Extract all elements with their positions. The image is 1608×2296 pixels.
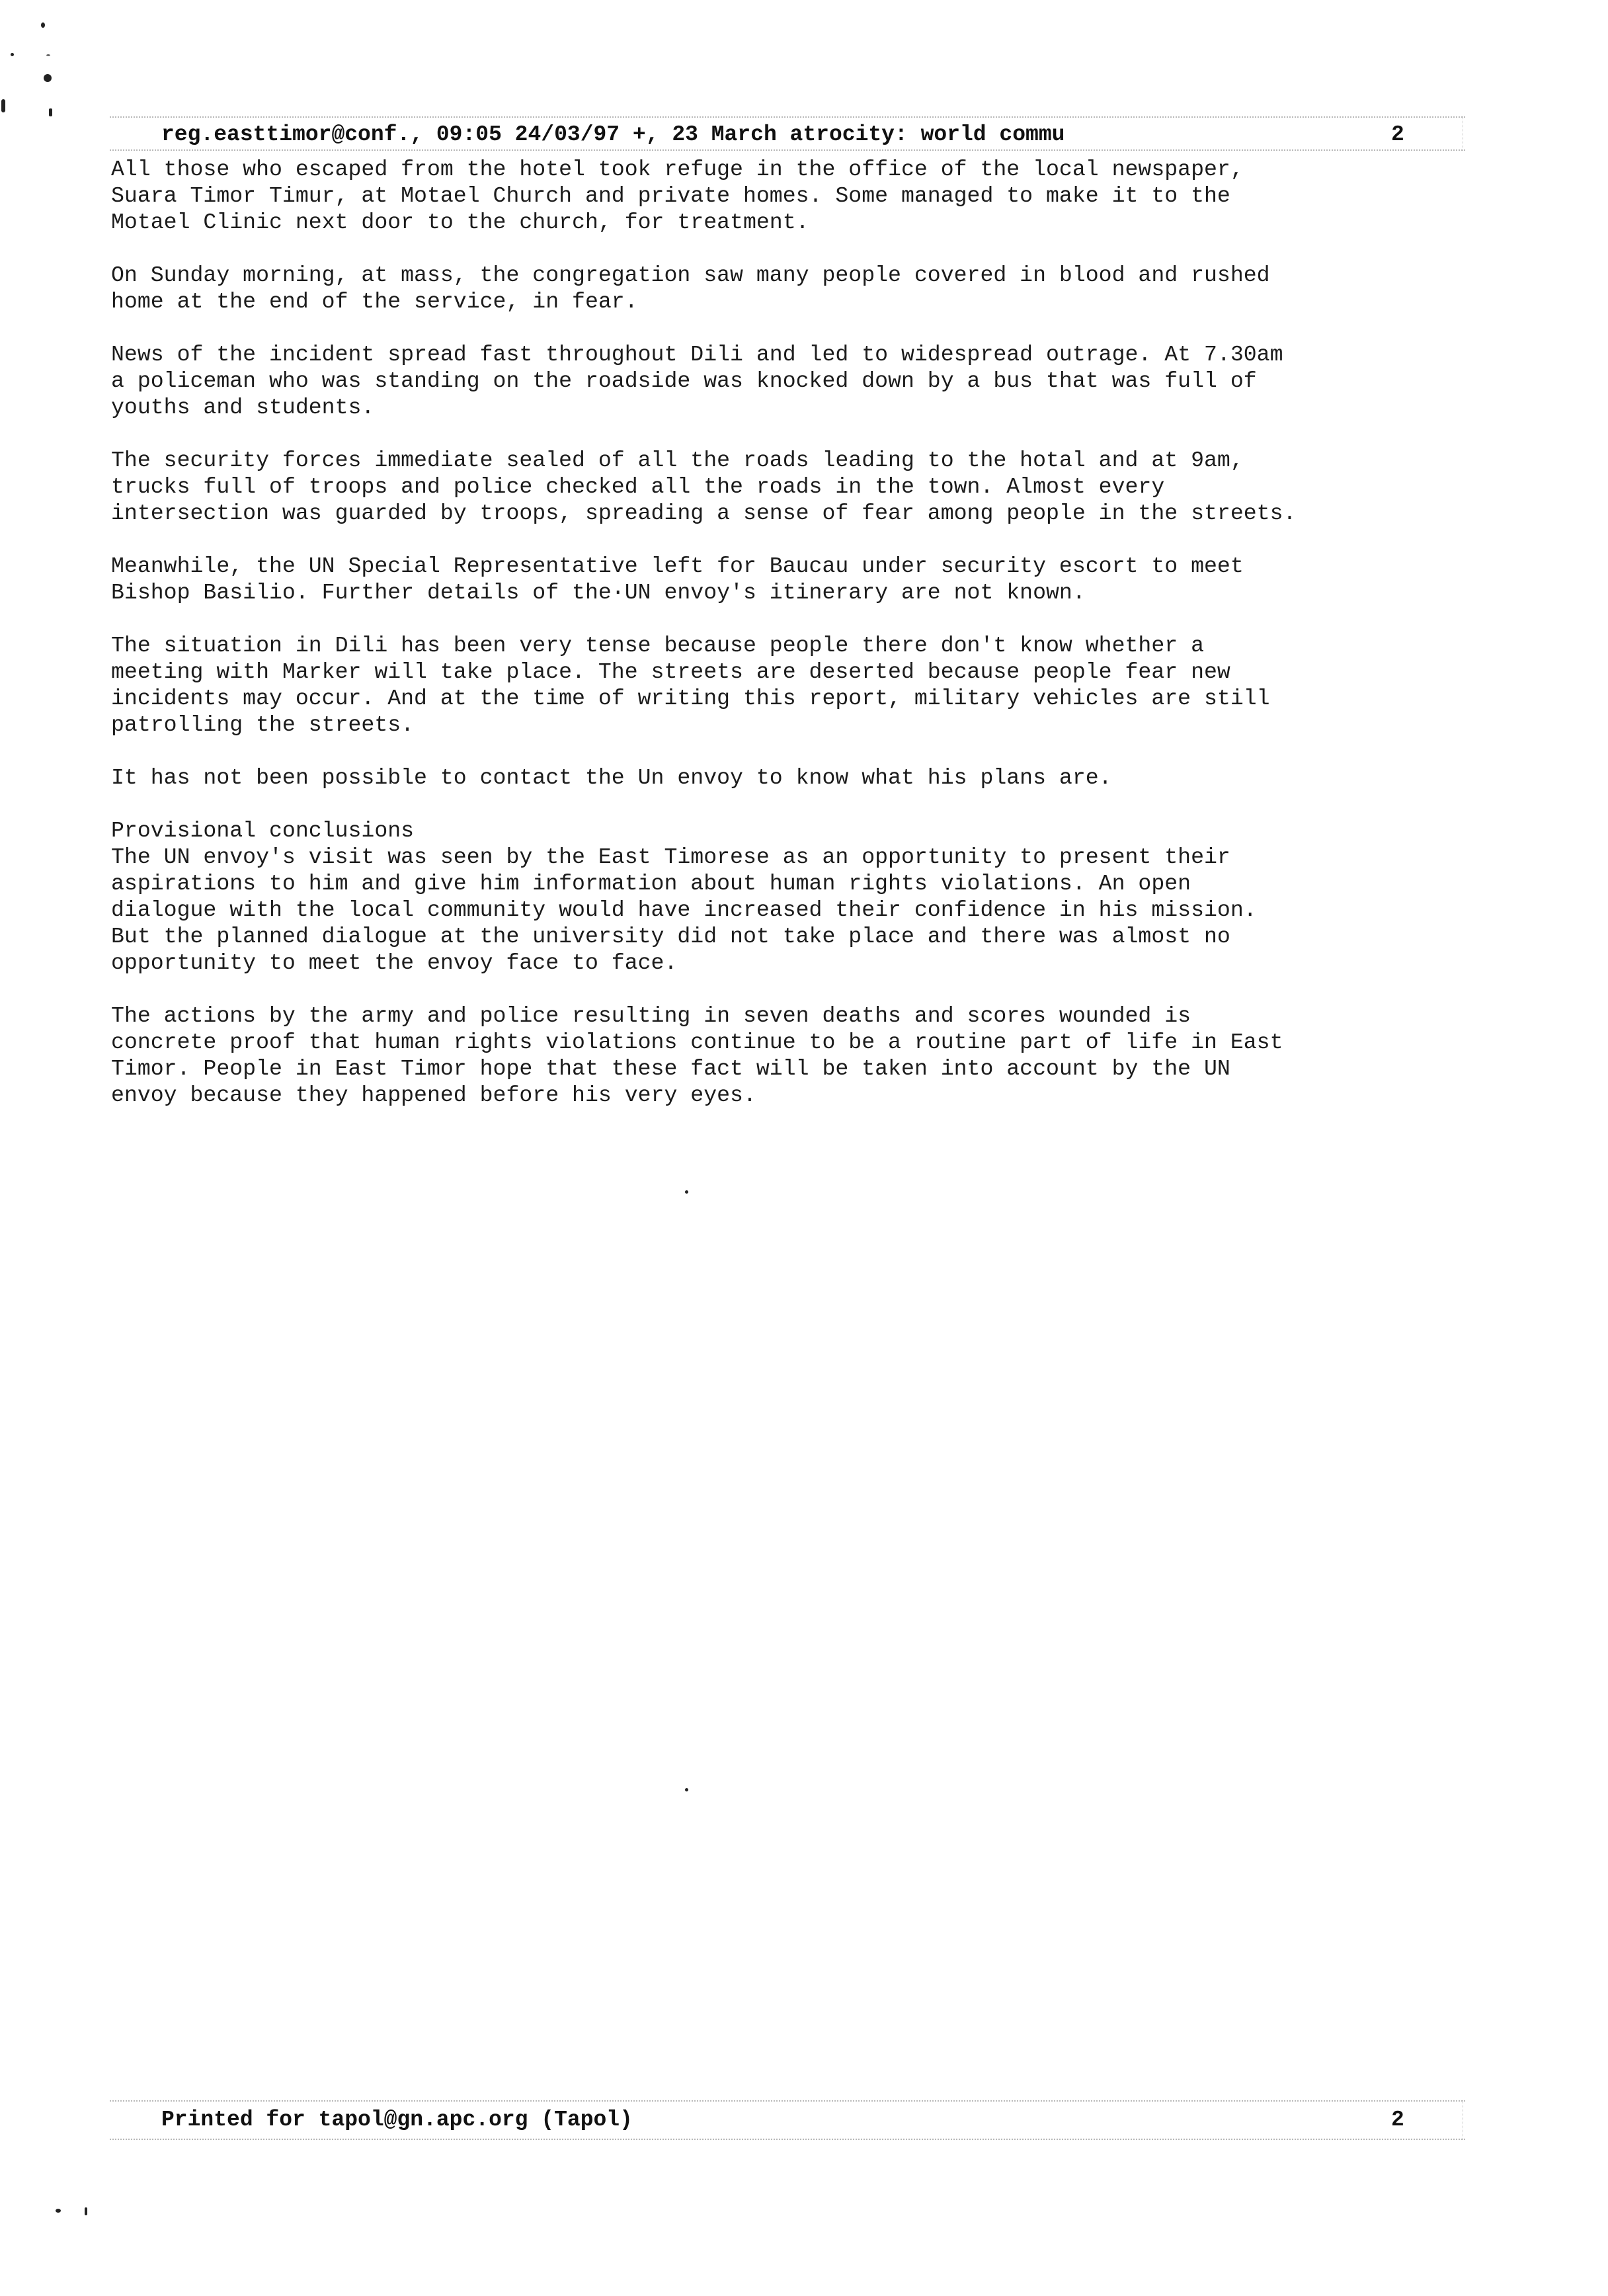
scan-speck bbox=[56, 2209, 61, 2213]
scan-speck bbox=[85, 2207, 87, 2215]
scan-speck bbox=[41, 22, 45, 28]
body-paragraph: It has not been possible to contact the Un envoy to know what his plans are. bbox=[111, 765, 1112, 790]
header-bottom-rule bbox=[110, 149, 1465, 151]
body-paragraph: All those who escaped from the hotel took refuge in the office of the local newspaper, Suara Timor Timur, at Motael Church and private homes. Some managed to make it to the Motael Clinic next door to the church, for treatment. bbox=[111, 157, 1244, 235]
footer-page-number: 2 bbox=[1391, 2108, 1404, 2132]
scan-speck bbox=[49, 108, 52, 116]
body-paragraph: Meanwhile, the UN Special Representative left for Baucau under security escort to meet Bishop Basilio. Further details of the·UN envoy's itinerary are not known. bbox=[111, 554, 1244, 605]
header-top-rule bbox=[110, 116, 1465, 118]
message-header: reg.easttimor@conf., 09:05 24/03/97 +, 23 March atrocity: world commu bbox=[161, 122, 1065, 147]
scan-speck bbox=[1, 99, 5, 112]
scan-speck bbox=[685, 1788, 688, 1791]
body-paragraph: The situation in Dili has been very tense because people there don't know whether a meeting with Marker will take place. The streets are deserted because people fear new incidents may occur. And at the time of writing this report, military vehicles are still patrolling the streets. bbox=[111, 633, 1270, 737]
scan-speck bbox=[44, 74, 52, 82]
body-paragraph: News of the incident spread fast throughout Dili and led to widespread outrage. At 7.30am a policeman who was standing on the roadside was knocked down by a bus that was full of youths and students. bbox=[111, 342, 1283, 420]
header-page-number: 2 bbox=[1391, 122, 1404, 147]
message-body bbox=[111, 156, 1486, 1108]
body-paragraph: The actions by the army and police resulting in seven deaths and scores wounded is concrete proof that human rights violations continue to be a routine part of life in East Timor. People in East Timor hope that these fact will be taken into account by the UN envoy because they happened before his very eyes. bbox=[111, 1003, 1283, 1108]
footer-top-rule bbox=[110, 2100, 1465, 2102]
footer-bottom-rule bbox=[110, 2139, 1465, 2140]
print-footer: Printed for tapol@gn.apc.org (Tapol) bbox=[161, 2108, 633, 2132]
scan-speck bbox=[46, 54, 50, 56]
body-paragraph: The security forces immediate sealed of all the roads leading to the hotal and at 9am, trucks full of troops and police checked all the roads in the town. Almost every intersection was guarded by troops, spreading a sense of fear among people in the streets. bbox=[111, 448, 1297, 526]
scan-speck bbox=[11, 53, 14, 56]
body-paragraph: On Sunday morning, at mass, the congregation saw many people covered in blood and rushed home at the end of the service, in fear. bbox=[111, 263, 1270, 314]
body-paragraph: Provisional conclusions The UN envoy's visit was seen by the East Timorese as an opportunity to present their aspirations to him and give him information about human rights violations. An open dialogue with the local community would have increased their confidence in his mission. But the planned dialogue at the university did not take place and there was almost no opportunity to meet the envoy face to face. bbox=[111, 818, 1257, 975]
scan-speck bbox=[685, 1190, 688, 1194]
